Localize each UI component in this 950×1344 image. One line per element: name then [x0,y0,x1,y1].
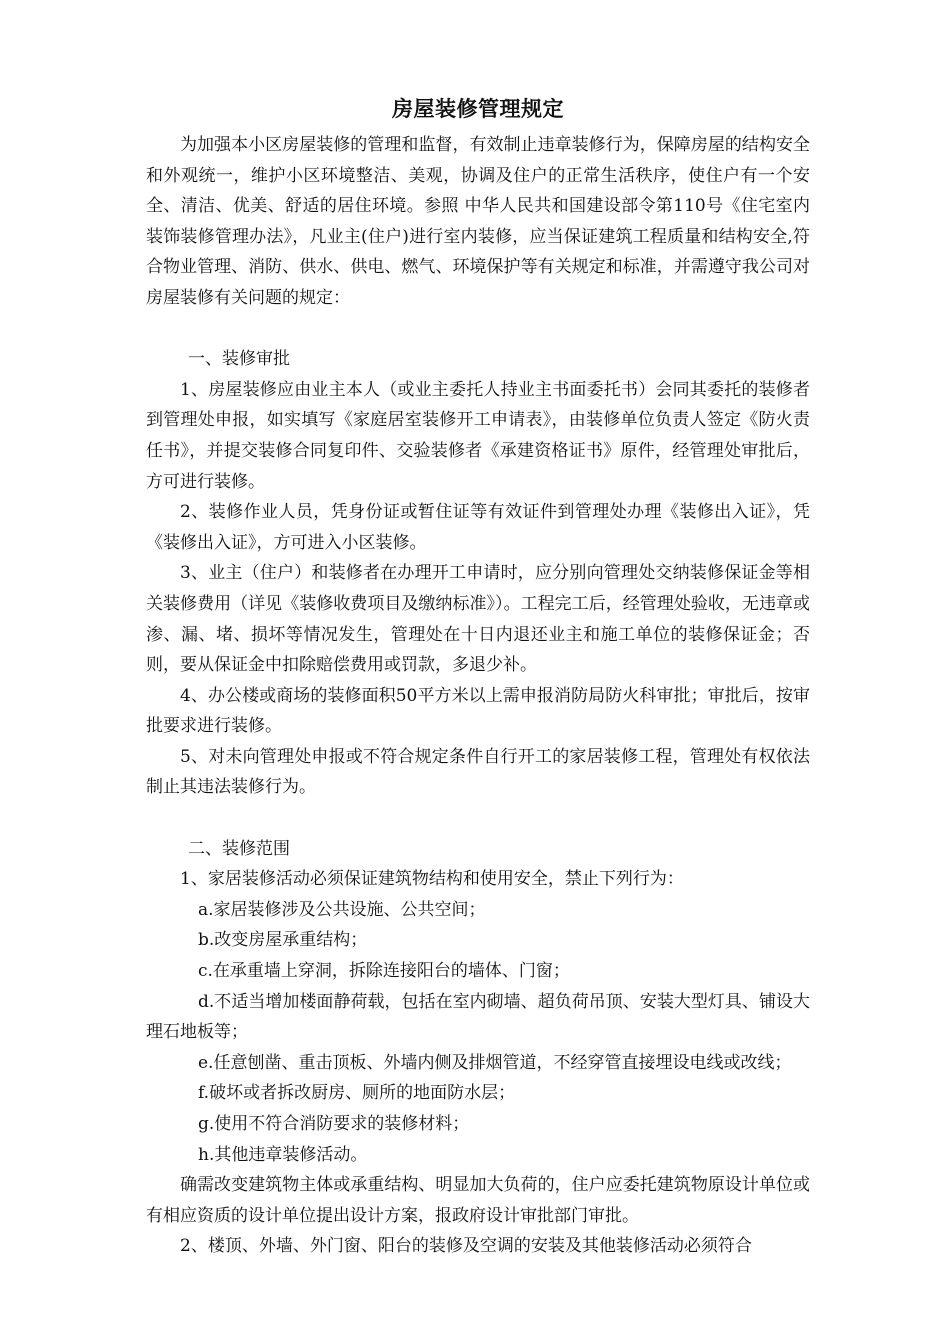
section2-sub-item-e: e.任意刨凿、重击顶板、外墙内侧及排烟管道，不经穿管直接埋设电线或改线； [198,1052,792,1073]
section1-heading: 一、装修审批 [188,349,290,370]
paragraph-gap [146,314,810,345]
section2-item-2: 2、楼顶、外墙、外门窗、阳台的装修及空调的安装及其他装修活动必须符合 [180,1236,752,1257]
section2-heading: 二、装修范围 [188,838,290,859]
section2-sub-item-c: c.在承重墙上穿洞，拆除连接阳台的墙体、门窗； [198,961,570,982]
section1-item-5: 5、对未向管理处申报或不符合规定条件自行开工的家居装修工程，管理处有权依法制止其违法装修行为。 [146,746,810,798]
section2-sub-item-h: h.其他违章装修活动。 [198,1144,368,1165]
section2-sub-item-g: g.使用不符合消防要求的装修材料； [198,1114,470,1134]
section2-sub-item-a: a.家居装修涉及公共设施、公共空间； [198,899,486,920]
document-title: 房屋装修管理规定 [392,96,564,121]
intro-paragraph: 为加强本小区房屋装修的管理和监督，有效制止违章装修行为，保障房屋的结构安全和外观统一，维护小区环境整洁、美观，协调及住户的正常生活秩序，使住户有一个安全、清洁、优美、舒适的居住环境。参照 中华人民共和国建设部令第110号《住宅室内装饰装修管理办法》，凡业主(住户)进行室内装修，应当保证建筑工程质量和结构安全,符合物业管理、消防、供水、供电、燃气、环境保护等有关规定和标准，并需遵守我公司对房屋装修有关问题的规定： [146,135,810,308]
section2-sub-item-d: d.不适当增加楼面静荷载，包括在室内砌墙、超负荷吊顶、安装大型灯具、铺设大理石地板等； [146,991,810,1043]
section2-item-1: 1、家居装修活动必须保证建筑物结构和使用安全，禁止下列行为： [180,869,684,890]
section2-note: 确需改变建筑物主体或承重结构、明显加大负荷的，住户应委托建筑物原设计单位或有相应资质的设计单位提出设计方案，报政府设计审批部门审批。 [146,1175,810,1226]
section2-sub-item-f: f.破坏或者拆改厨房、厕所的地面防水层； [198,1083,516,1104]
section1-item-3: 3、业主（住户）和装修者在办理开工申请时，应分别向管理处交纳装修保证金等相关装修费用（详见《装修收费项目及缴纳标准》）。工程完工后，经管理处验收，无违章或渗、漏、堵、损坏等情况发生，管理处在十日内退还业主和施工单位的装修保证金；否则，要从保证金中扣除赔偿费用或罚款，多退少补。 [146,563,810,676]
paragraph-gap [146,803,810,834]
document-page [146,92,810,1262]
section1-item-4: 4、办公楼或商场的装修面积50平方米以上需申报消防局防火科审批；审批后，按审批要求进行装修。 [146,685,810,737]
section2-sub-item-b: b.改变房屋承重结构； [198,930,368,951]
section1-item-1: 1、房屋装修应由业主本人（或业主委托人持业主书面委托书）会同其委托的装修者到管理处申报，如实填写《家庭居室装修开工申请表》，由装修单位负责人签定《防火责任书》，并提交装修合同复印件、交验装修者《承建资格证书》原件，经管理处审批后，方可进行装修。 [146,379,810,492]
section1-item-2: 2、装修作业人员，凭身份证或暂住证等有效证件到管理处办理《装修出入证》，凭《装修出入证》，方可进入小区装修。 [146,502,810,553]
